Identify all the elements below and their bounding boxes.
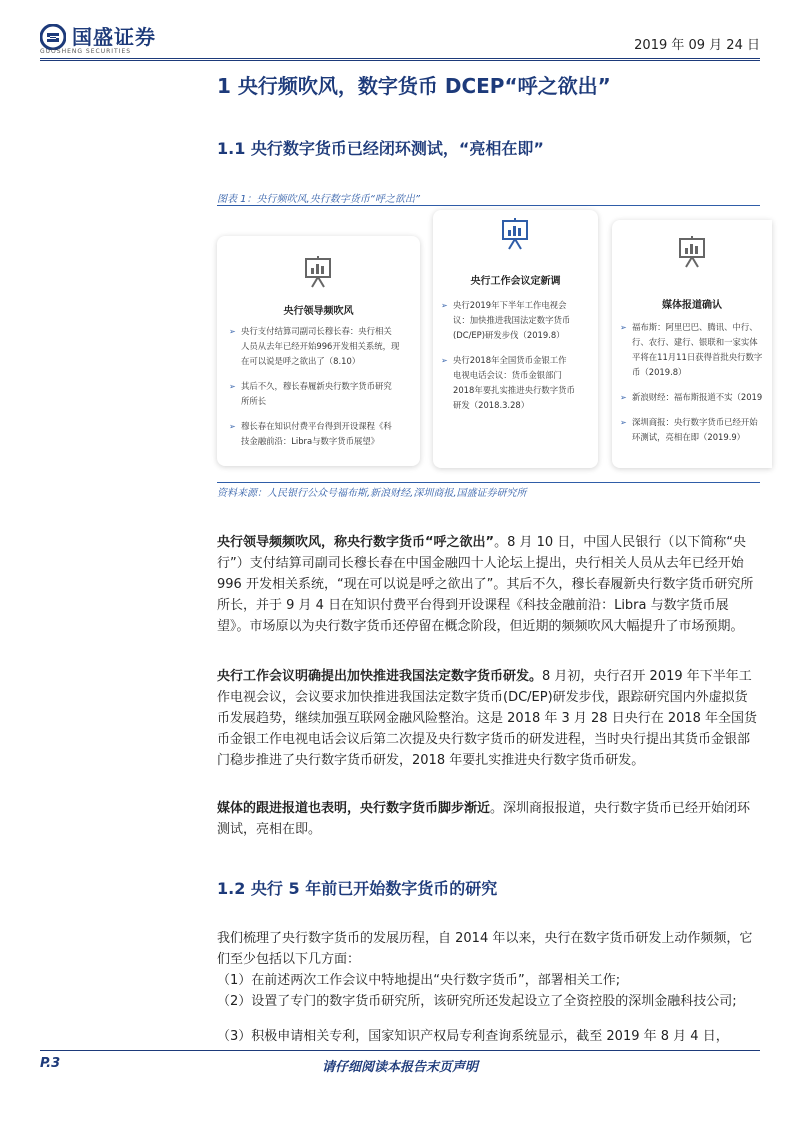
card-title: 央行工作会议定新调 — [470, 276, 561, 287]
company-logo — [40, 24, 156, 50]
card-central-bank-meetings — [433, 210, 598, 468]
card-items — [229, 324, 412, 459]
card-media-reports — [612, 220, 772, 468]
paragraph-body: 8 月初，央行召开 2019 年下半年工作电视会议，会议要求加快推进我国法定数字货币(DC/EP)研发步伐，跟踪研究国内外虚拟货币发展趋势，继续加强互联网金融风险整治。这是 2018 年 3 月 28 日央行在 2018 年全国货币金银工作电视电话会议后第二次提及央行数字货币的研发进程，当时央行提出其货币金银部门稳步推进了央行数字货币研发，2018 年要扎实推进央行数字货币研发。 — [217, 669, 758, 768]
paragraph-lead: 媒体的跟进报道也表明，央行数字货币脚步渐近 — [217, 801, 491, 816]
bullet-arrow-icon: ➢ — [441, 356, 448, 365]
card-bullet: ➢ 央行2018年全国货币金银工作 电视电话会议：货币金银部门 2018年要扎实推进央行数字货币 研发（2018.3.28） — [441, 353, 590, 413]
card-central-bank-leaders — [217, 236, 420, 466]
section-1-2-intro: 我们梳理了央行数字货币的发展历程，自 2014 年以来，央行在数字货币研发上动作频频，它们至少包括以下几方面： — [217, 931, 753, 967]
paragraph-lead: 央行工作会议明确提出加快推进我国法定数字货币研发。 — [217, 669, 543, 684]
figure-title: 图表 1：央行频吹风,央行数字货币“呼之欲出” — [217, 194, 421, 205]
footer-divider — [40, 1050, 760, 1051]
header-divider — [40, 58, 760, 59]
bullet-arrow-icon: ➢ — [229, 382, 236, 391]
header-divider-thin — [40, 60, 760, 61]
paragraph-media — [217, 798, 759, 840]
bullet-arrow-icon: ➢ — [620, 393, 627, 402]
card-title: 央行领导频吹风 — [283, 306, 354, 317]
section-1-1-title: 1.1 央行数字货币已经闭环测试，“亮相在即” — [217, 139, 544, 158]
section-1-2-title: 1.2 央行 5 年前已开始数字货币的研究 — [217, 879, 498, 898]
card-bullet: ➢ 央行2019年下半年工作电视会 议：加快推进我国法定数字货币 (DC/EP)研发步伐（2019.8） — [441, 298, 590, 343]
paragraph-body: 。深圳商报报道，央行数字货币已经开始闭环测试，亮相在即。 — [217, 801, 751, 837]
presentation-board-icon — [500, 218, 530, 250]
page-number: P.3 — [40, 1056, 61, 1071]
card-bullet: ➢ 深圳商报：央行数字货币已经开始 环测试，亮相在即（2019.9） — [620, 415, 772, 445]
card-bullet: ➢ 福布斯：阿里巴巴、腾讯、中行、 行、农行、建行、银联和一家实体 平将在11月11日获得首批央行数字 币（2019.8） — [620, 320, 772, 380]
guosheng-logo-icon — [40, 24, 66, 50]
disclaimer-note: 请仔细阅读本报告末页声明 — [321, 1060, 478, 1075]
card-items — [441, 298, 590, 423]
section-1-title: 1 央行频吹风，数字货币 DCEP“呼之欲出” — [217, 74, 611, 98]
paragraph-leaders — [217, 532, 759, 637]
figure-source: 资料来源：人民银行公众号福布斯,新浪财经,深圳商报,国盛证券研究所 — [217, 488, 527, 499]
card-bullet: ➢ 新浪财经：福布斯报道不实（2019 — [620, 390, 772, 405]
bullet-arrow-icon: ➢ — [229, 422, 236, 431]
logo-subtitle: GUOSHENG SECURITIES — [40, 48, 132, 55]
card-bullet: ➢ 其后不久，穆长春履新央行数字货币研究 所所长 — [229, 379, 412, 409]
list-item: （1）在前述两次工作会议中特地提出“央行数字货币”，部署相关工作; — [217, 973, 621, 988]
bullet-arrow-icon: ➢ — [229, 327, 236, 336]
list-item: （2）设置了专门的数字货币研究所，该研究所还发起设立了全资控股的深圳金融科技公司; — [217, 994, 737, 1009]
card-bullet: ➢ 穆长春在知识付费平台得到开设课程《科 技金融前沿：Libra与数字货币展望》 — [229, 419, 412, 449]
figure-bottom-rule — [217, 482, 760, 483]
card-title: 媒体报道确认 — [662, 300, 722, 311]
bullet-arrow-icon: ➢ — [620, 418, 627, 427]
bullet-arrow-icon: ➢ — [441, 301, 448, 310]
card-items — [620, 320, 772, 455]
report-date: 2019 年 09 月 24 日 — [634, 38, 760, 53]
list-item: （3）积极申请相关专利，国家知识产权局专利查询系统显示，截至 2019 年 8 月 4 日， — [217, 1029, 729, 1044]
presentation-board-icon — [303, 256, 333, 288]
paragraph-meetings — [217, 666, 759, 771]
logo-name: 国盛证券 — [72, 25, 156, 49]
bullet-arrow-icon: ➢ — [620, 323, 627, 332]
figure-top-rule — [217, 205, 760, 206]
paragraph-lead: 央行领导频频吹风，称央行数字货币“呼之欲出” — [217, 535, 495, 550]
card-bullet: ➢ 央行支付结算司副司长穆长春：央行相关 人员从去年已经开始996开发相关系统，现 在可以说是呼之欲出了（8.10） — [229, 324, 412, 369]
page-header — [0, 0, 800, 64]
paragraph-body: 。8 月 10 日，中国人民银行（以下简称“央行”）支付结算司副司长穆长春在中国金融四十人论坛上提出，央行相关人员从去年已经开始 996 开发相关系统，“现在可以说是呼之欲出了”。其后不久，穆长春履新央行数字货币研究所所长，并于 9 月 4 日在知识付费平台得到开设课程《科技金融前沿：Libra 与数字货币展望》。市场原以为央行数字货币还停留在概念阶段，但近期的频频吹风大幅提升了市场预期。 — [217, 535, 754, 634]
presentation-board-icon — [677, 236, 707, 268]
